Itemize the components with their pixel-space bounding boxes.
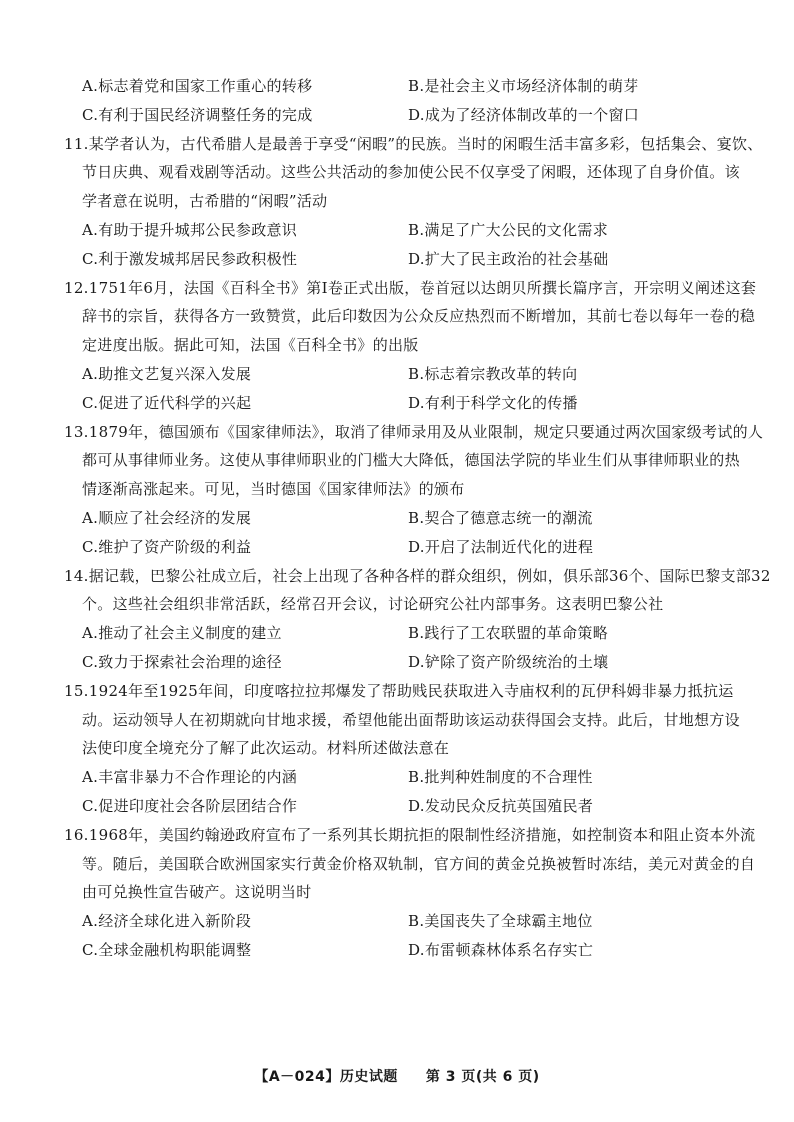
q14-options-row-2 (64, 648, 754, 677)
q12-stem-line-3: 定进度出版。据此可知，法国《百科全书》的出版 (82, 336, 419, 355)
q11-options-row-1 (64, 216, 754, 245)
question-13 (64, 418, 764, 562)
question-12 (64, 274, 757, 418)
q11-option-d: D.扩大了民主政治的社会基础 (408, 249, 609, 268)
q11-stem-line-3: 学者意在说明，古希腊的“闲暇”活动 (82, 192, 328, 211)
q13-options-row-1 (64, 504, 754, 533)
q13-option-c: C.维护了资产阶级的利益 (82, 537, 252, 556)
q13-options-row-2 (64, 533, 754, 562)
q13-option-a: A.顺应了社会经济的发展 (82, 508, 252, 527)
q14-options-row-1 (64, 619, 754, 648)
q12-options-row-2 (64, 389, 754, 418)
q14-option-a: A.推动了社会主义制度的建立 (82, 624, 282, 643)
q16-stem-line-1: 16.1968年，美国约翰逊政府宣布了一系列其长期抗拒的限制性经济措施，如控制资本和阻止资本外流 (64, 825, 756, 844)
q16-options-row-2 (64, 936, 754, 965)
q11-option-a: A.有助于提升城邦公民参政意识 (82, 220, 298, 239)
q12-option-d: D.有利于科学文化的传播 (408, 393, 578, 412)
q13-stem-line-1: 13.1879年，德国颁布《国家律师法》，取消了律师录用及从业限制，规定只要通过两次国家级考试的人 (64, 422, 764, 441)
q11-stem-line-2: 节日庆典、观看戏剧等活动。这些公共活动的参加使公民不仅享受了闲暇，还体现了自身价值。该 (82, 163, 740, 182)
q10-option-d: D.成为了经济体制改革的一个窗口 (408, 105, 640, 124)
footer-exam-title: 【A－024】历史试题 (254, 1069, 398, 1085)
q14-stem-line-1: 14.据记载，巴黎公社成立后，社会上出现了各种各样的群众组织，例如，俱乐部36个、国际巴黎支部32 (64, 566, 771, 585)
q13-stem-line-3: 情逐渐高涨起来。可见，当时德国《国家律师法》的颁布 (82, 480, 465, 499)
q11-options-row-2 (64, 245, 754, 274)
q12-options-row-1 (64, 360, 754, 389)
question-14 (64, 562, 771, 677)
q16-option-b: B.美国丧失了全球霸主地位 (408, 912, 593, 931)
q10-options-row-2 (64, 101, 754, 130)
q16-option-d: D.布雷顿森林体系名存实亡 (408, 940, 594, 959)
q13-option-b: B.契合了德意志统一的潮流 (408, 508, 593, 527)
q16-options-row-1 (64, 907, 754, 936)
q16-stem-line-2: 等。随后，美国联合欧洲国家实行黄金价格双轨制，官方间的黄金兑换被暂时冻结，美元对黄金的自 (82, 854, 756, 873)
question-11 (64, 130, 763, 274)
q12-option-a: A.助推文艺复兴深入发展 (82, 364, 252, 383)
q12-stem-line-1: 12.1751年6月，法国《百科全书》第Ⅰ卷正式出版，卷首冠以达朗贝所撰长篇序言，开宗明义阐述这套 (64, 278, 757, 297)
question-15 (64, 677, 754, 821)
q12-option-c: C.促进了近代科学的兴起 (82, 393, 252, 412)
q14-option-c: C.致力于探索社会治理的途径 (82, 652, 282, 671)
q15-stem-line-3: 法使印度全境充分了解了此次运动。材料所述做法意在 (82, 739, 450, 758)
q16-stem-line-3: 由可兑换性宣告破产。这说明当时 (82, 883, 312, 902)
q10-options-row-1 (64, 72, 754, 101)
q15-options-row-2 (64, 792, 754, 821)
q10-option-b: B.是社会主义市场经济体制的萌芽 (408, 77, 639, 95)
page-footer (0, 1066, 794, 1086)
q13-stem-line-2: 都可从事律师业务。这使从事律师职业的门槛大大降低，德国法学院的毕业生们从事律师职业的热 (82, 451, 740, 470)
q15-option-d: D.发动民众反抗英国殖民者 (408, 796, 594, 815)
q11-option-b: B.满足了广大公民的文化需求 (408, 220, 608, 239)
q15-stem-line-1: 15.1924年至1925年间，印度喀拉拉邦爆发了帮助贱民获取进入寺庙权利的瓦伊科姆非暴力抵抗运 (64, 681, 734, 700)
q10-option-a: A.标志着党和国家工作重心的转移 (82, 77, 313, 95)
q14-option-b: B.践行了工农联盟的革命策略 (408, 624, 608, 643)
q15-option-a: A.丰富非暴力不合作理论的内涵 (82, 768, 298, 787)
q12-option-b: B.标志着宗教改革的转向 (408, 364, 578, 383)
q15-option-c: C.促进印度社会各阶层团结合作 (82, 796, 298, 815)
q15-options-row-1 (64, 763, 754, 792)
footer-page-number: 第 3 页(共 6 页) (425, 1069, 540, 1085)
q15-stem-line-2: 动。运动领导人在初期就向甘地求援，希望他能出面帮助该运动获得国会支持。此后，甘地想方设 (82, 710, 740, 729)
q11-stem-line-1: 11.某学者认为，古代希腊人是最善于享受“闲暇”的民族。当时的闲暇生活丰富多彩，包括集会、宴饮、 (64, 134, 763, 153)
q16-option-a: A.经济全球化进入新阶段 (82, 912, 252, 931)
q12-stem-line-2: 辞书的宗旨，获得各方一致赞赏，此后印数因为公众反应热烈而不断增加，其前七卷以每年一卷的稳 (82, 307, 756, 326)
q14-option-d: D.铲除了资产阶级统治的土壤 (408, 652, 609, 671)
question-16 (64, 821, 754, 965)
exam-content (64, 72, 771, 965)
q11-option-c: C.利于激发城邦居民参政积极性 (82, 249, 298, 268)
q13-option-d: D.开启了法制近代化的进程 (408, 537, 594, 556)
q16-option-c: C.全球金融机构职能调整 (82, 940, 252, 959)
q14-stem-line-2: 个。这些社会组织非常活跃，经常召开会议，讨论研究公社内部事务。这表明巴黎公社 (82, 595, 664, 614)
q10-option-c: C.有利于国民经济调整任务的完成 (82, 105, 313, 124)
q15-option-b: B.批判种姓制度的不合理性 (408, 768, 593, 787)
